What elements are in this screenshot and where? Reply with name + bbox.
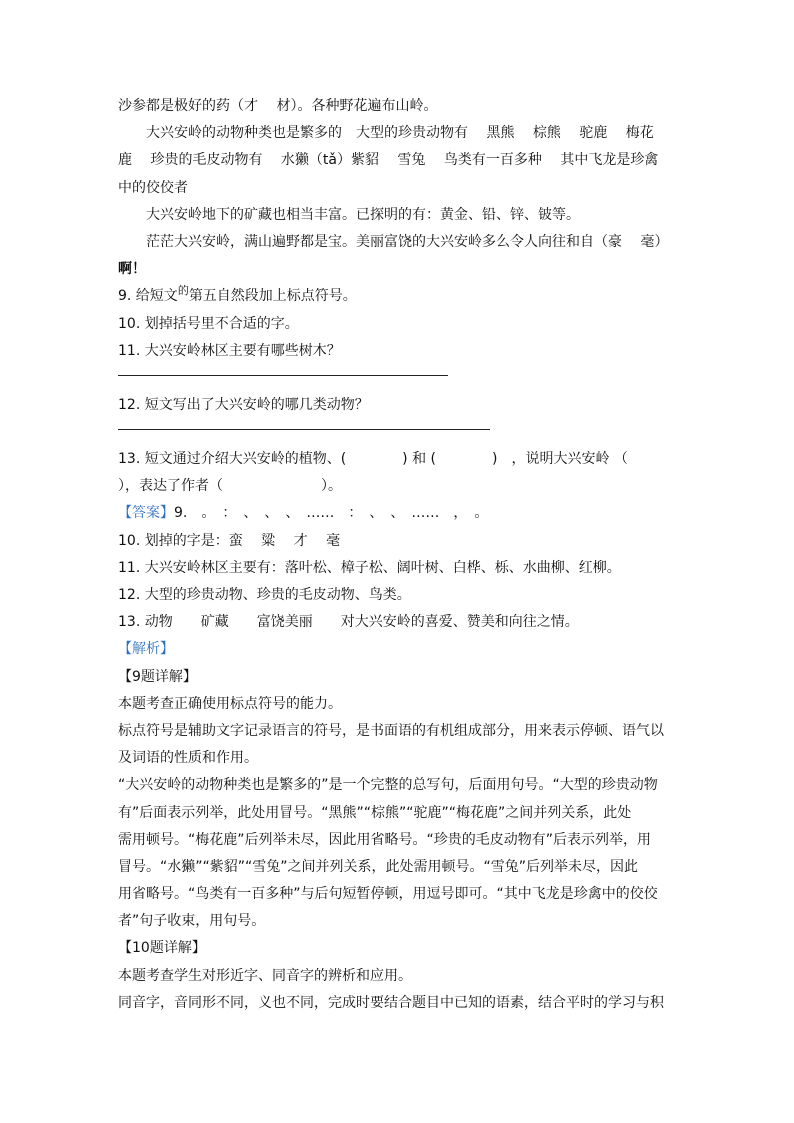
passage-line: 中的佼佼者 (118, 179, 188, 196)
question-9-text-a: 9. 给短文 (118, 288, 178, 305)
question-12: 12. 短文写出了大兴安岭的哪几类动物？ (118, 396, 369, 413)
document-page (118, 93, 678, 1017)
question-11: 11. 大兴安岭林区主要有哪些树木？ (118, 342, 341, 359)
analysis-tag: 【解析】 (118, 641, 174, 658)
analysis-paragraph: 有”后面表示列举，此处用冒号。“黑熊”“棕熊”“驼鹿”“梅花鹿”之间并列关系，此处 (118, 804, 632, 821)
answer-tag: 【答案】 (118, 505, 174, 522)
question-9 (118, 283, 678, 310)
analysis-paragraph: 标点符号是辅助文字记录语言的符号，是书面语的有机组成部分，用来表示停顿、语气以 (118, 722, 664, 739)
passage-line: 大兴安岭的动物种类也是繁多的 大型的珍贵动物有 黑熊 棕熊 驼鹿 梅花 (146, 125, 654, 142)
question-13-line2: ），表达了作者（ ）。 (118, 478, 342, 495)
passage-line: 大兴安岭地下的矿藏也相当丰富。已探明的有：黄金、铅、锌、铍等。 (146, 206, 580, 223)
analysis-paragraph: 用省略号。“鸟类有一百多种”与后句短暂停顿，用逗号即可。“其中飞龙是珍禽中的佼佼 (118, 886, 658, 903)
analysis-heading-9: 【9题详解】 (118, 668, 197, 685)
question-13-line1: 13. 短文通过介绍大兴安岭的植物、( ) 和 ( ) ，说明大兴安岭 （ (118, 451, 628, 468)
analysis-paragraph: “大兴安岭的动物种类也是繁多的”是一个完整的总写句，后面用句号。“大型的珍贵动物 (118, 777, 658, 794)
question-9-text-b: 第五自然段加上标点符号。 (188, 288, 357, 305)
passage-line: 茫茫大兴安岭，满山遍野都是宝。美丽富饶的大兴安岭多么令人向往和自（豪 毫） (146, 233, 669, 250)
answer-12: 12. 大型的珍贵动物、珍贵的毛皮动物、鸟类。 (118, 587, 411, 603)
question-10: 10. 划掉括号里不合适的字。 (118, 315, 299, 332)
question-9-superscript: 的 (177, 284, 189, 298)
answer-9-text: 9. 。 ： 、 、 、 …… ： 、 、 …… ， 。 (174, 505, 489, 522)
answer-9 (118, 500, 678, 527)
analysis-paragraph: 本题考查学生对形近字、同音字的辨析和应用。 (118, 967, 412, 984)
passage-line: 啊！ (118, 261, 146, 278)
answer-13: 13. 动物 矿藏 富饶美丽 对大兴安岭的喜爱、赞美和向往之情。 (118, 614, 579, 631)
passage-line: 沙参都是极好的药（才 材）。各种野花遍布山岭。 (118, 98, 438, 114)
analysis-paragraph: 者”句子收束，用句号。 (118, 913, 266, 930)
analysis-heading-10: 【10题详解】 (118, 940, 206, 957)
analysis-paragraph: 同音字，音同形不同，义也不同，完成时要结合题目中已知的语素，结合平时的学习与积 (118, 994, 664, 1011)
answer-10: 10. 划掉的字是：蛮 粱 才 毫 (118, 532, 341, 549)
analysis-paragraph: 及词语的性质和作用。 (118, 750, 258, 767)
analysis-paragraph: 需用顿号。“梅花鹿”后列举未尽，因此用省略号。“珍贵的毛皮动物有”后表示列举，用 (118, 831, 652, 848)
answer-line-12 (118, 429, 490, 430)
analysis-paragraph: 冒号。“水獭”“紫貂”“雪兔”之间并列关系，此处需用顿号。“雪兔”后列举未尽，因此 (118, 858, 639, 875)
answer-11: 11. 大兴安岭林区主要有：落叶松、樟子松、阔叶树、白桦、栎、水曲柳、红柳。 (118, 559, 621, 576)
analysis-paragraph: 本题考查正确使用标点符号的能力。 (118, 695, 342, 712)
answer-line-11 (118, 375, 448, 376)
passage-line: 鹿 珍贵的毛皮动物有 水獭（tǎ）紫貂 雪兔 鸟类有一百多种 其中飞龙是珍禽 (118, 152, 659, 169)
